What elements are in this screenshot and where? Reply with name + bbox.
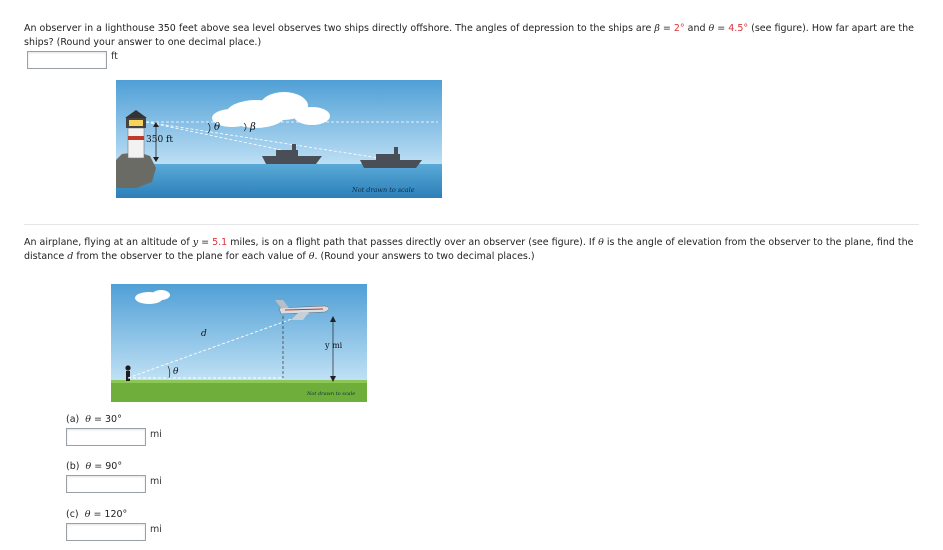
not-to-scale-note: Not drawn to scale	[352, 186, 415, 194]
part-b-label: (b) θ = 90°	[66, 461, 123, 472]
part-a-label: (a) θ = 30°	[66, 414, 122, 425]
unit-label-mi: mi	[145, 428, 162, 446]
section-divider	[24, 224, 919, 225]
lighthouse-ships-figure	[116, 80, 442, 198]
y-mi-label: y mi	[325, 341, 343, 350]
theta-label: θ	[173, 367, 179, 377]
unit-label-mi: mi	[145, 523, 162, 541]
question-2-text: An airplane, flying at an altitude of y = 5.1 miles, is on a flight path that passes directly over an observer (see figure). If θ is the angle of elevation from the observer to the plane, find the distance d from the observer to the plane for each value of θ. (Round your answers to two decimal places.)	[24, 237, 914, 262]
observer	[125, 365, 130, 381]
not-to-scale-note: Not drawn to scale	[307, 391, 356, 397]
d-label: d	[201, 329, 207, 339]
height-label: 350 ft	[146, 135, 173, 145]
beta-label: β	[250, 122, 256, 133]
question-1-text: An observer in a lighthouse 350 feet above sea level observes two ships directly offshore. The angles of depression to the ships are β = 2° and θ = 4.5° (see figure). How far apart are the ships? (Round your answer to one decimal place.)	[24, 23, 914, 48]
answer-input-a[interactable]	[66, 428, 145, 446]
answer-input-q1[interactable]	[27, 51, 106, 69]
unit-label-ft: ft	[106, 51, 118, 69]
airplane-figure	[111, 284, 367, 402]
theta-label: θ	[214, 122, 221, 133]
answer-row-q1	[27, 51, 118, 69]
answer-row-a	[66, 428, 162, 446]
unit-label-mi: mi	[145, 475, 162, 493]
answer-input-b[interactable]	[66, 475, 145, 493]
answer-row-b	[66, 475, 162, 493]
part-c-label: (c) θ = 120°	[66, 509, 128, 520]
answer-row-c	[66, 523, 162, 541]
answer-input-c[interactable]	[66, 523, 145, 541]
lighthouse	[125, 110, 147, 158]
